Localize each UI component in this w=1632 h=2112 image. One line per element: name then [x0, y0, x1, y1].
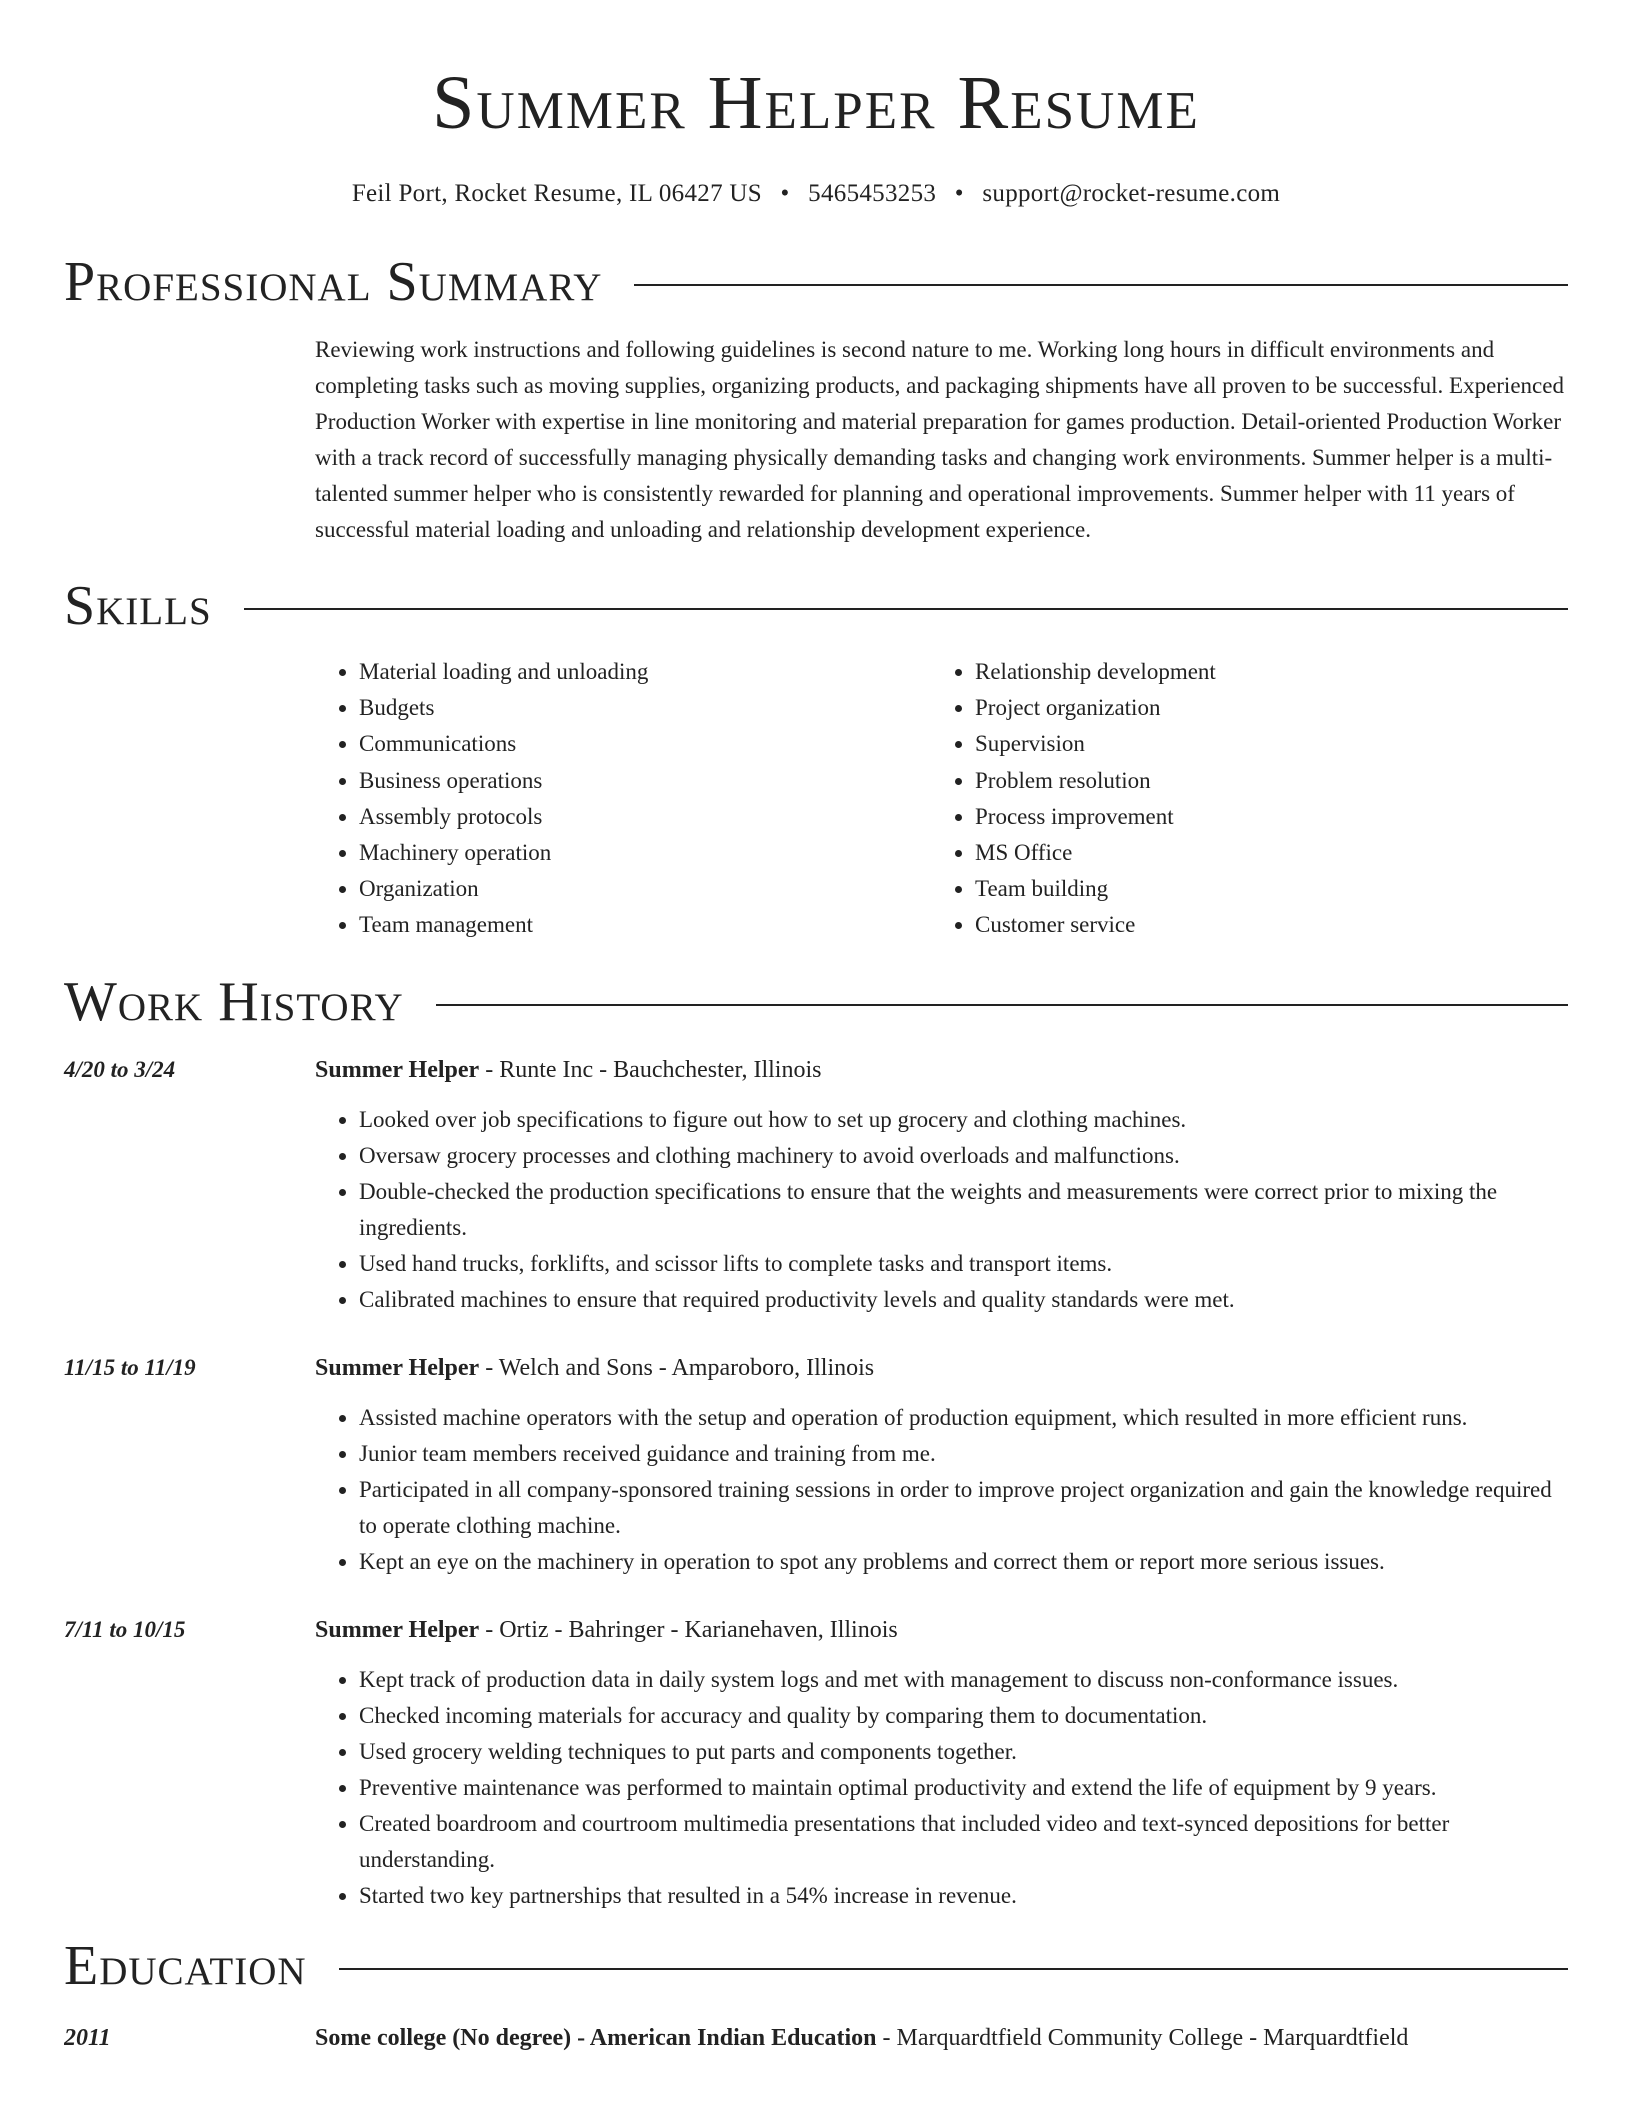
- skills-column-left: [315, 654, 931, 944]
- section-divider: [634, 284, 1568, 286]
- job-bullets: [315, 1102, 1568, 1318]
- job-entry: [64, 1052, 1568, 1318]
- job-bullet: • Assisted machine operators with the setup and operation of production equipment, which resulted in more efficient runs.: [359, 1400, 1568, 1436]
- section-heading: [64, 1934, 1568, 1998]
- skill-item: • Communications: [359, 726, 931, 762]
- skill-item: • Relationship development: [975, 654, 1547, 690]
- job-bullet: • Used grocery welding techniques to put parts and components together.: [359, 1734, 1568, 1770]
- skill-item: • Project organization: [975, 690, 1547, 726]
- job-dates: 4/20 to 3/24: [64, 1056, 176, 1082]
- education-body: [315, 2020, 1408, 2056]
- job-bullet: • Participated in all company-sponsored training sessions in order to improve project organization and gain the knowledge required to operate clothing machine.: [359, 1472, 1568, 1544]
- skill-item: • Team management: [359, 907, 931, 943]
- job-bullet: • Double-checked the production specifications to ensure that the weights and measurements were correct prior to mixing the ingredients.: [359, 1174, 1568, 1246]
- education-section: [64, 1934, 1568, 2056]
- section-title-education: Education: [64, 1934, 307, 1997]
- skill-item: • Process improvement: [975, 799, 1547, 835]
- job-employer: - Welch and Sons - Amparoboro, Illinois: [479, 1354, 875, 1381]
- job-entry: [64, 1350, 1568, 1580]
- job-title: Summer Helper: [315, 1056, 480, 1083]
- job-bullet: • Junior team members received guidance and training from me.: [359, 1436, 1568, 1472]
- job-title-line: [315, 1612, 1568, 1648]
- work-history-section: [64, 970, 1568, 1914]
- skill-item: • Material loading and unloading: [359, 654, 931, 690]
- skill-item: • Budgets: [359, 690, 931, 726]
- job-bullet: • Started two key partnerships that resulted in a 54% increase in revenue.: [359, 1878, 1568, 1914]
- contact-phone: 5465453253: [808, 180, 937, 207]
- job-bullet: • Used hand trucks, forklifts, and scissor lifts to complete tasks and transport items.: [359, 1246, 1568, 1282]
- job-employer: - Runte Inc - Bauchchester, Illinois: [479, 1056, 822, 1083]
- contact-email: support@rocket-resume.com: [982, 180, 1281, 207]
- section-title-skills: Skills: [64, 575, 212, 637]
- education-date: 2011: [64, 2024, 111, 2051]
- skills-list: [315, 654, 1568, 944]
- job-dates: 11/15 to 11/19: [64, 1354, 196, 1380]
- section-divider: [436, 1004, 1568, 1006]
- section-divider: [244, 608, 1568, 610]
- contact-line: [64, 178, 1568, 210]
- contact-address: Feil Port, Rocket Resume, IL 06427 US: [351, 180, 762, 207]
- section-divider: [339, 1968, 1568, 1970]
- job-bullets: [315, 1400, 1568, 1580]
- job-body: [315, 1052, 1568, 1318]
- skill-item: • Supervision: [975, 726, 1547, 762]
- section-title-summary: Professional Summary: [64, 251, 603, 313]
- education-degree: Some college (No degree) - American Indian Education: [315, 2024, 877, 2051]
- job-body: [315, 1612, 1568, 1914]
- job-dates: 7/11 to 10/15: [64, 1616, 186, 1642]
- job-bullet: • Created boardroom and courtroom multimedia presentations that included video and text-synced depositions for better understanding.: [359, 1806, 1568, 1878]
- job-bullet: • Calibrated machines to ensure that required productivity levels and quality standards were met.: [359, 1282, 1568, 1318]
- job-bullet: • Oversaw grocery processes and clothing machinery to avoid overloads and malfunctions.: [359, 1138, 1568, 1174]
- job-entry: [64, 1612, 1568, 1914]
- section-heading: [64, 970, 1568, 1034]
- skills-section: [64, 574, 1568, 944]
- job-bullet: • Looked over job specifications to figure out how to set up grocery and clothing machines.: [359, 1102, 1568, 1138]
- skill-item: • Business operations: [359, 763, 931, 799]
- job-bullet: • Kept track of production data in daily system logs and met with management to discuss non-conformance issues.: [359, 1662, 1568, 1698]
- job-title-line: [315, 1052, 1568, 1088]
- job-body: [315, 1350, 1568, 1580]
- job-bullet: • Preventive maintenance was performed to maintain optimal productivity and extend the life of equipment by 9 years.: [359, 1770, 1568, 1806]
- skill-item: • Machinery operation: [359, 835, 931, 871]
- skill-item: • MS Office: [975, 835, 1547, 871]
- section-title-work: Work History: [64, 970, 404, 1033]
- contact-separator: •: [780, 180, 790, 207]
- skill-item: • Organization: [359, 871, 931, 907]
- summary-text: Reviewing work instructions and following guidelines is second nature to me. Working long hours in difficult environments and completing tasks such as moving supplies, organizing products, and packaging shipments have all proven to be successful. Experienced Production Worker with expertise in line monitoring and material preparation for games production. Detail-oriented Production Worker with a track record of successfully managing physically demanding tasks and changing work environments. Summer helper is a multi-talented summer helper who is consistently rewarded for planning and operational improvements. Summer helper with 11 years of successful material loading and unloading and relationship development experience.: [315, 337, 1564, 542]
- job-bullet: • Checked incoming materials for accuracy and quality by comparing them to documentation.: [359, 1698, 1568, 1734]
- section-heading: [64, 250, 1568, 314]
- job-title: Summer Helper: [315, 1616, 480, 1643]
- skill-item: • Team building: [975, 871, 1547, 907]
- education-school: - Marquardtfield Community College - Marquardtfield: [876, 2024, 1409, 2051]
- skill-item: • Assembly protocols: [359, 799, 931, 835]
- skill-item: • Customer service: [975, 907, 1547, 943]
- job-bullet: • Kept an eye on the machinery in operation to spot any problems and correct them or report more serious issues.: [359, 1544, 1568, 1580]
- section-heading: [64, 574, 1568, 638]
- job-employer: - Ortiz - Bahringer - Karianehaven, Illinois: [479, 1616, 898, 1643]
- education-entry: [64, 2020, 1568, 2056]
- job-title-line: [315, 1350, 1568, 1386]
- resume-name: Summer Helper Resume: [432, 61, 1200, 145]
- job-bullets: [315, 1662, 1568, 1914]
- contact-separator: •: [954, 180, 964, 207]
- skills-column-right: [931, 654, 1547, 944]
- resume-header: [64, 0, 1568, 210]
- job-title: Summer Helper: [315, 1354, 480, 1381]
- skill-item: • Problem resolution: [975, 763, 1547, 799]
- summary-section: [64, 250, 1568, 548]
